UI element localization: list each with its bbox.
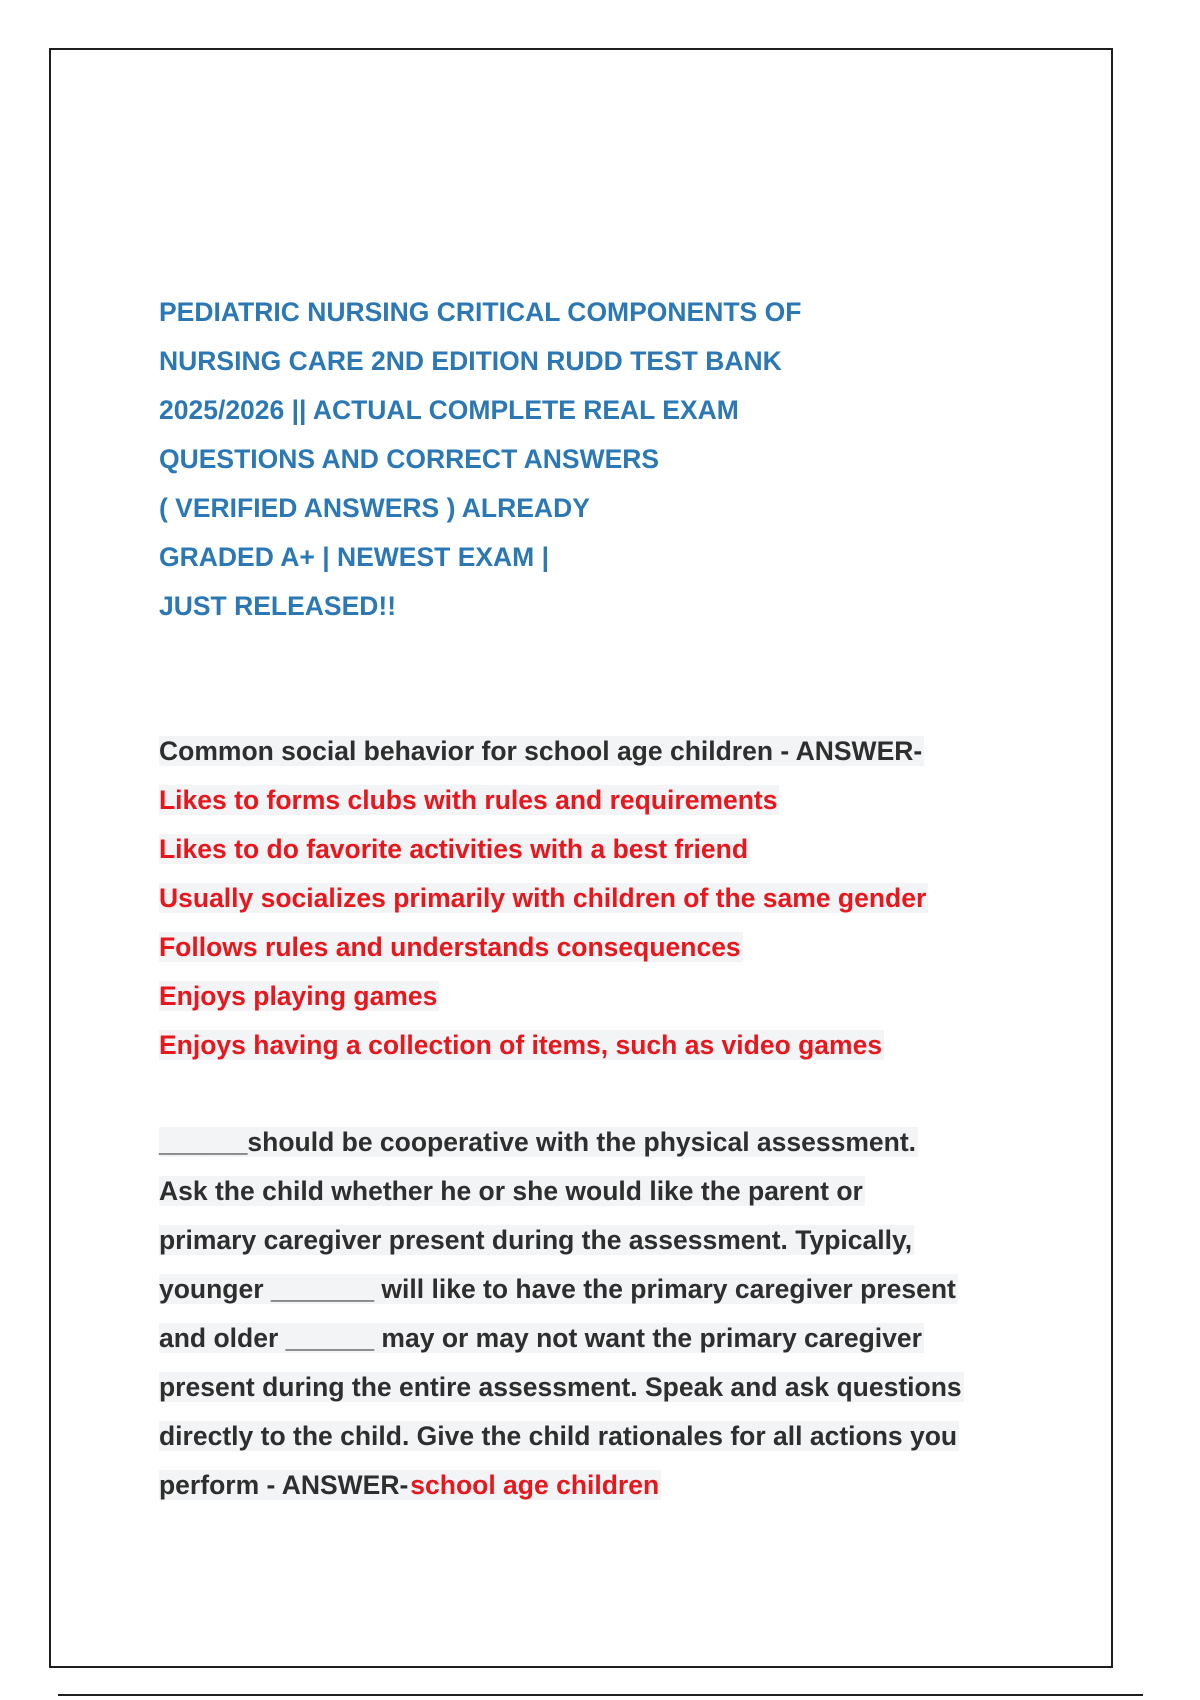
question-line (159, 1412, 1059, 1461)
answer-text: Likes to do favorite activities with a best friend (159, 834, 749, 864)
question-line (159, 1118, 1059, 1167)
title-line: QUESTIONS AND CORRECT ANSWERS (159, 444, 660, 474)
answer-text: Enjoys having a collection of items, such as video games (159, 1030, 883, 1060)
title-line: PEDIATRIC NURSING CRITICAL COMPONENTS OF (159, 297, 802, 327)
question-text: younger _______ will like to have the primary caregiver present (159, 1274, 956, 1304)
answer-text: Enjoys playing games (159, 981, 438, 1011)
question-line (159, 1314, 1059, 1363)
answer-line (159, 776, 1059, 825)
answer-line (159, 874, 1059, 923)
page-content (159, 288, 1059, 1510)
answer-line (159, 1021, 1059, 1070)
answer-text: school age children (410, 1470, 660, 1500)
question-text: Ask the child whether he or she would like the parent or (159, 1176, 863, 1206)
answer-text: Likes to forms clubs with rules and requirements (159, 785, 778, 815)
question-line (159, 1216, 1059, 1265)
question-line (159, 727, 1059, 776)
answer-text: Usually socializes primarily with children of the same gender (159, 883, 927, 913)
title-line: ( VERIFIED ANSWERS ) ALREADY (159, 493, 590, 523)
question-text: ______should be cooperative with the physical assessment. (159, 1127, 917, 1157)
answer-line (159, 825, 1059, 874)
bottom-rule (58, 1694, 1143, 1696)
document-title (159, 288, 1059, 631)
question-text: present during the entire assessment. Speak and ask questions (159, 1372, 962, 1402)
question-text: directly to the child. Give the child rationales for all actions you (159, 1421, 958, 1451)
title-line: 2025/2026 || ACTUAL COMPLETE REAL EXAM (159, 395, 739, 425)
question-answer-line (159, 1461, 1059, 1510)
answer-line (159, 923, 1059, 972)
question-text: Common social behavior for school age children - ANSWER- (159, 736, 923, 766)
title-line: JUST RELEASED!! (159, 591, 397, 621)
title-line: NURSING CARE 2ND EDITION RUDD TEST BANK (159, 346, 782, 376)
question-block-social-behavior (159, 727, 1059, 1070)
title-line: GRADED A+ | NEWEST EXAM | (159, 542, 550, 572)
question-text: and older ______ may or may not want the primary caregiver (159, 1323, 922, 1353)
answer-line (159, 972, 1059, 1021)
question-line (159, 1167, 1059, 1216)
question-line (159, 1363, 1059, 1412)
question-text: perform - ANSWER- (159, 1470, 409, 1500)
question-line (159, 1265, 1059, 1314)
question-block-physical-assessment (159, 1118, 1059, 1510)
question-text: primary caregiver present during the assessment. Typically, (159, 1225, 913, 1255)
answer-text: Follows rules and understands consequences (159, 932, 741, 962)
